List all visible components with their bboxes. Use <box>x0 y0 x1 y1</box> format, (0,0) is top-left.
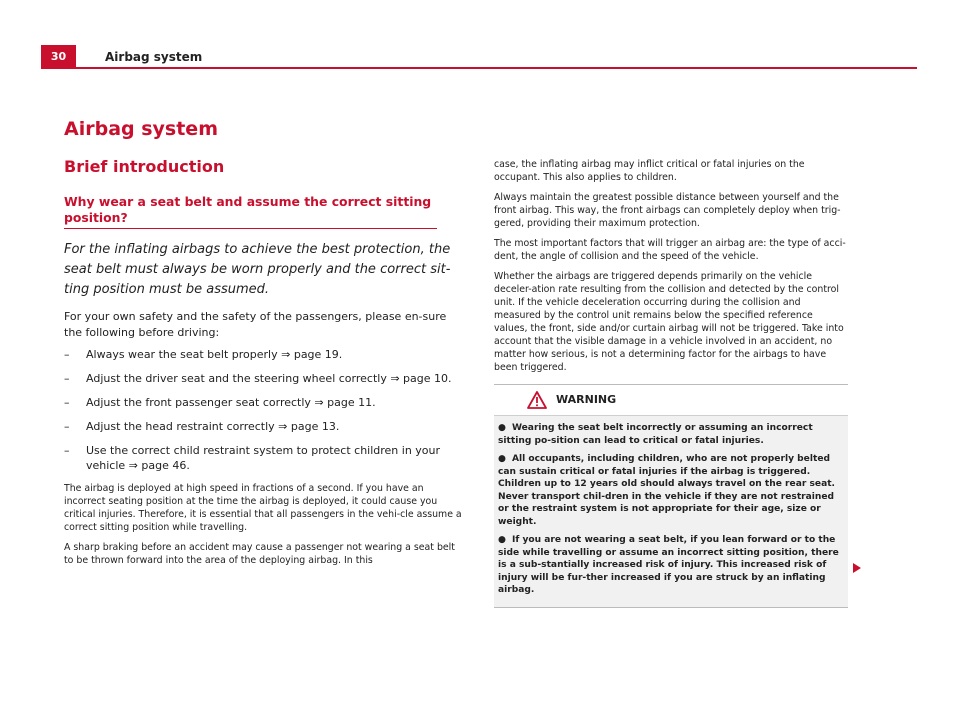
continue-arrow-icon <box>852 562 862 574</box>
warning-triangle-icon <box>527 391 547 409</box>
intro-text: For the inflating airbags to achieve the best protection, the seat belt must always be worn properly and the correct sit-ting position must be assumed. <box>64 242 451 297</box>
left-column <box>64 116 464 574</box>
page-header <box>41 45 917 69</box>
step-text: Always wear the seat belt properly ⇒ page 19. <box>86 348 343 361</box>
body-paragraph: case, the inflating airbag may inflict critical or fatal injuries on the occupant. This also applies to children. <box>494 159 805 183</box>
warning-item <box>498 453 840 528</box>
steps-list <box>64 347 464 473</box>
step-text: Adjust the head restraint correctly ⇒ page 13. <box>86 420 340 433</box>
page-title: Airbag system <box>64 118 218 140</box>
dash-marker: – <box>64 444 70 457</box>
bullet-marker: ● <box>498 423 506 433</box>
body-paragraph: Whether the airbags are triggered depends primarily on the vehicle deceler-ation rate resulting from the collision and detected by the control unit. If the vehicle deceleration occurring during the collision and measured by the control unit remains below the specified reference values, the front, side and/or curtain airbag will not be triggered. Take into account that the visible damage in a vehicle involved in an accident, no matter how serious, is not a determining factor for the airbags to have been triggered. <box>494 271 844 373</box>
warning-body <box>494 416 848 607</box>
list-item <box>64 443 461 473</box>
list-item <box>64 371 461 386</box>
dash-marker: – <box>64 420 70 433</box>
section-question: Why wear a seat belt and assume the correct sitting position? <box>64 194 437 229</box>
dash-marker: – <box>64 348 70 361</box>
dash-marker: – <box>64 396 70 409</box>
warning-label: WARNING <box>556 393 617 406</box>
warning-text: Wearing the seat belt incorrectly or assuming an incorrect sitting po-sition can lead to critical or fatal injuries. <box>498 423 813 446</box>
step-text: Adjust the driver seat and the steering wheel correctly ⇒ page 10. <box>86 372 452 385</box>
list-item <box>64 395 461 410</box>
step-text: Adjust the front passenger seat correctly ⇒ page 11. <box>86 396 376 409</box>
list-item <box>64 347 461 362</box>
dash-marker: – <box>64 372 70 385</box>
page-number: 30 <box>41 45 76 67</box>
warning-item <box>498 534 840 597</box>
body-paragraph: The airbag is deployed at high speed in fractions of a second. If you have an incorrect seating position at the time the airbag is deployed, it could cause you critical injuries. Therefore, it is essential that all passengers in the vehi-cle assume a correct sitting position while travelling. <box>64 483 462 533</box>
body-paragraph: A sharp braking before an accident may cause a passenger not wearing a seat belt to be thrown forward into the area of the deploying airbag. In this <box>64 542 455 566</box>
bullet-marker: ● <box>498 535 506 545</box>
list-item <box>64 419 461 434</box>
step-text: Use the correct child restraint system to protect children in your vehicle ⇒ page 46. <box>86 444 441 472</box>
lead-text: For your own safety and the safety of the passengers, please en-sure the following before driving: <box>64 310 447 339</box>
right-column <box>494 158 848 608</box>
warning-text: All occupants, including children, who are not properly belted can sustain critical or fatal injuries if the airbag is triggered. Children up to 12 years old should always travel on the rear seat. Never transport chil-dren in the vehicle if they are not restrained or the restraint system is not appropriate for their age, size or weight. <box>498 454 836 527</box>
body-paragraph: Always maintain the greatest possible distance between yourself and the front airbag. This way, the front airbags can completely deploy when trig-gered, providing their maximum protection. <box>494 192 841 229</box>
section-subtitle: Brief introduction <box>64 157 225 176</box>
warning-box <box>494 384 848 608</box>
bullet-marker: ● <box>498 454 506 464</box>
warning-text: If you are not wearing a seat belt, if you lean forward or to the side while travelling or assume an incorrect sitting position, there is a sub-stantially increased risk of injury. This increased risk of injury will be fur-ther increased if you are struck by an inflating airbag. <box>498 535 839 595</box>
warning-item <box>498 422 840 447</box>
warning-header <box>494 385 848 416</box>
header-section-title: Airbag system <box>105 50 203 64</box>
body-paragraph: The most important factors that will trigger an airbag are: the type of acci-dent, the angle of collision and the speed of the vehicle. <box>494 238 846 262</box>
